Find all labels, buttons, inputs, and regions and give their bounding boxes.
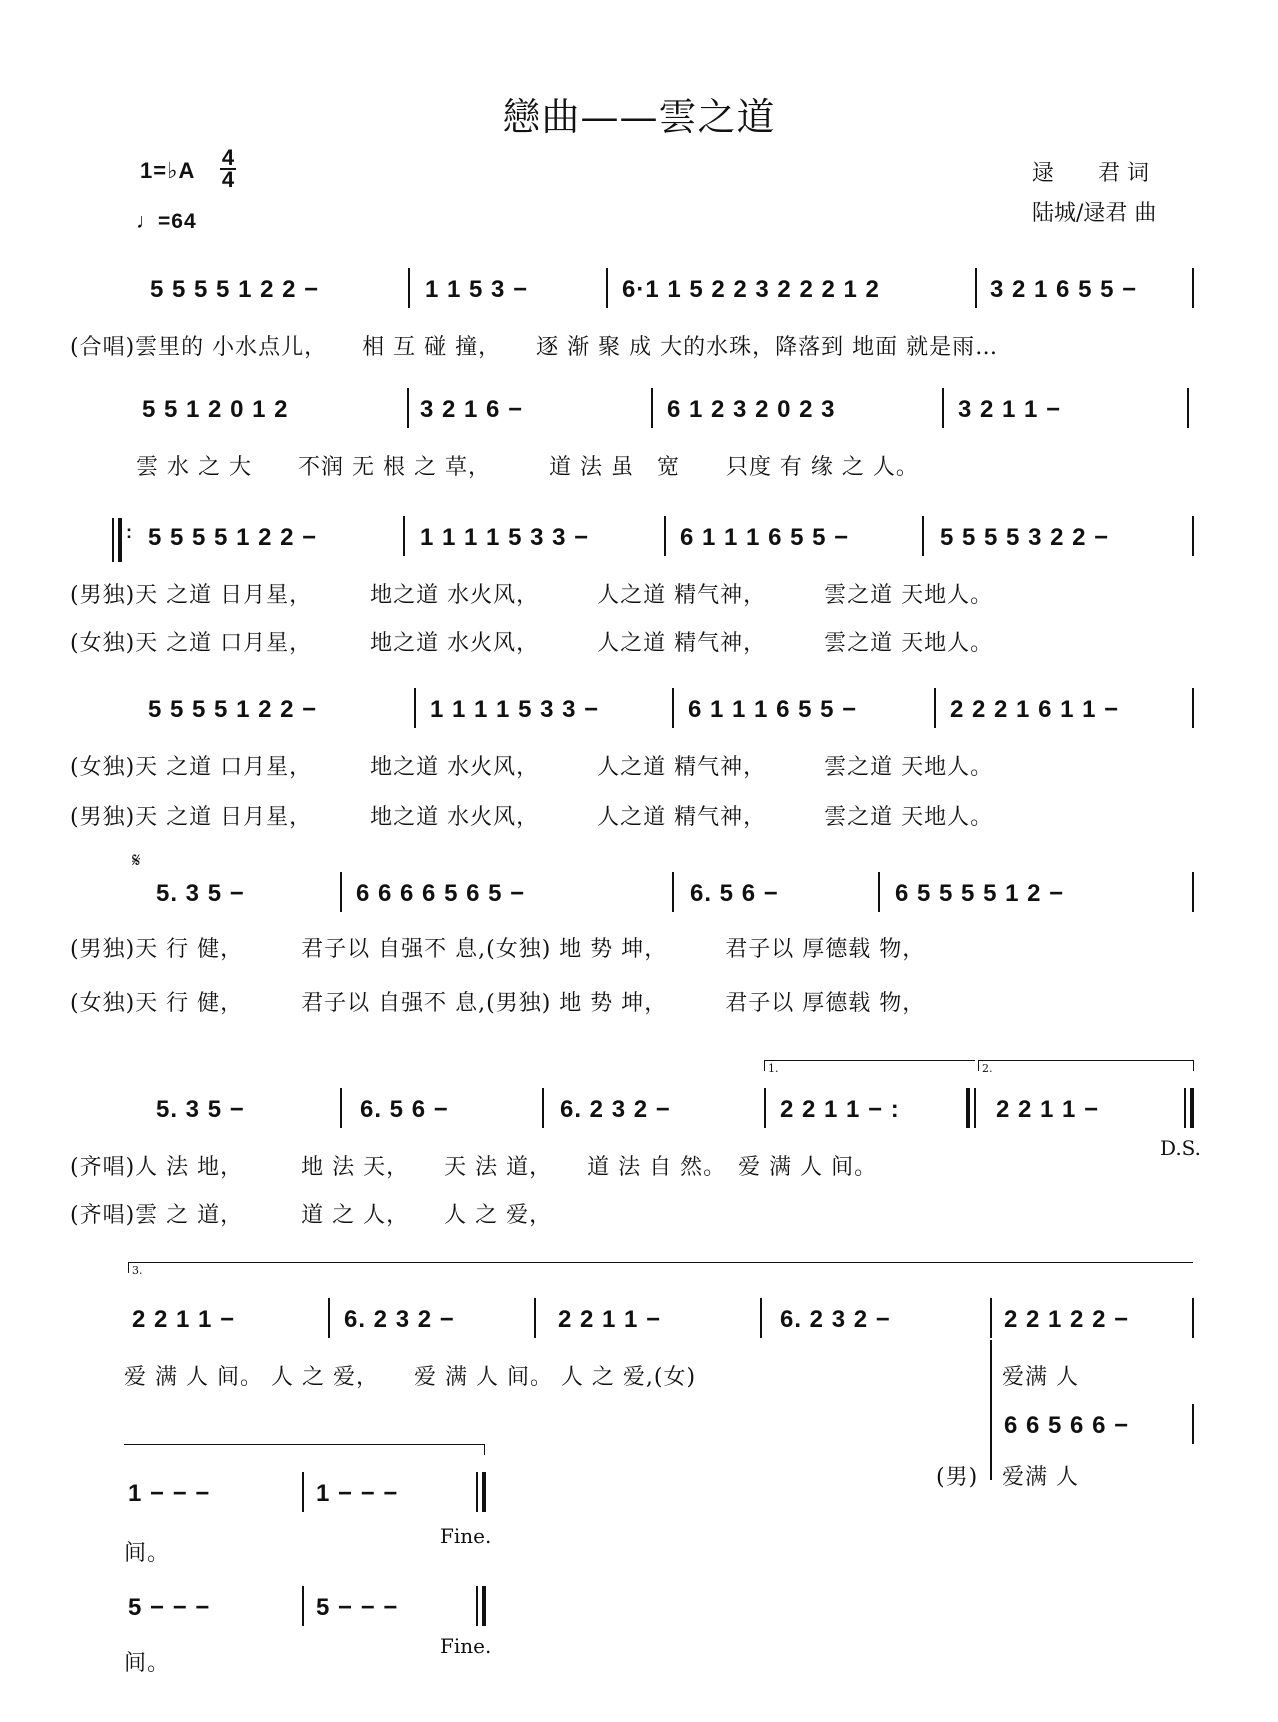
- row4-bar3: 6 1 1 1 6 5 5 −: [688, 696, 858, 723]
- barline: [942, 388, 944, 428]
- barline: [764, 1088, 766, 1128]
- row6-lyric-2: (齐唱)雲 之 道， 道 之 人， 人 之 爱，: [70, 1203, 553, 1228]
- row5-bar4: 6 5 5 5 5 1 2 −: [895, 880, 1065, 907]
- barline: [302, 1472, 304, 1512]
- row3-lyric-male: (男独)天 之道 日月星， 地之道 水火风， 人之道 精气神， 雲之道 天地人。: [70, 583, 994, 608]
- barline: [403, 516, 405, 556]
- repeat-start-bar: [112, 518, 114, 562]
- row1-bar2: 1 1 5 3 −: [425, 276, 529, 303]
- row2-lyric: 雲 水 之 大 不润 无 根 之 草， 道 法 虽 宽 只度 有 缘 之 人。: [136, 455, 919, 480]
- row3-lyric-female: (女独)天 之道 口月星， 地之道 水火风， 人之道 精气神， 雲之道 天地人。: [70, 631, 994, 656]
- barline: [606, 268, 608, 308]
- row6-bar3: 6. 2 3 2 −: [560, 1096, 671, 1123]
- row9-bar1: 1 − − −: [128, 1480, 211, 1507]
- row4-lyric-male: (男独)天 之道 日月星， 地之道 水火风， 人之道 精气神， 雲之道 天地人。: [70, 805, 994, 830]
- row9-bar2: 1 − − −: [316, 1480, 399, 1507]
- barline: [672, 872, 674, 912]
- barline: [302, 1586, 304, 1626]
- final-bar-thin: [476, 1472, 478, 1512]
- row3-bar3: 6 1 1 1 6 5 5 −: [680, 524, 850, 551]
- barline: [651, 388, 653, 428]
- row1-lyric: (合唱)雲里的 小水点儿， 相 互 碰 撞， 逐 渐 聚 成 大的水珠，降落到 地面 就是雨…: [70, 335, 999, 360]
- row5-bar2: 6 6 6 6 5 6 5 −: [356, 880, 526, 907]
- system-bracket: [990, 1298, 992, 1338]
- row7-bar4: 6. 2 3 2 −: [780, 1306, 891, 1333]
- barline: [1192, 1404, 1194, 1444]
- barline: [975, 268, 977, 308]
- row5-bar1: 5. 3 5 −: [156, 880, 245, 907]
- row4-lyric-female: (女独)天 之道 口月星， 地之道 水火风， 人之道 精气神， 雲之道 天地人。: [70, 755, 994, 780]
- row5-lyric-female: (女独)天 行 健， 君子以 自强不 息,(男独) 地 势 坤， 君子以 厚德载 物，: [70, 991, 926, 1016]
- time-top: 4: [221, 145, 235, 170]
- row5-lyric-male: (男独)天 行 健， 君子以 自强不 息,(女独) 地 势 坤， 君子以 厚德载 物，: [70, 937, 926, 962]
- fine-mark-b: Fine.: [440, 1634, 492, 1658]
- row5-bar3: 6. 5 6 −: [690, 880, 779, 907]
- barline: [328, 1298, 330, 1338]
- segno-sign: 𝄋: [132, 848, 141, 872]
- repeat-dots: :: [126, 522, 133, 542]
- row10-bar2: 5 − − −: [316, 1594, 399, 1621]
- volta-2-number: 2.: [982, 1062, 993, 1075]
- male-label: (男): [936, 1465, 979, 1490]
- final-bar-thin: [476, 1586, 478, 1626]
- page-title: 戀曲——雲之道: [502, 95, 776, 139]
- time-bottom: 4: [221, 167, 235, 192]
- row10-lyric: 间。: [124, 1651, 171, 1676]
- row2-bar2: 3 2 1 6 −: [420, 396, 524, 423]
- row2-bar3: 6 1 2 3 2 0 2 3: [667, 396, 836, 423]
- system-bracket-lower: [990, 1340, 992, 1480]
- row7-lyric-female-end: 爱满 人: [1002, 1365, 1079, 1390]
- row7-bar1: 2 2 1 1 −: [132, 1306, 236, 1333]
- barline: [922, 516, 924, 556]
- row6-bar4: 2 2 1 1 − :: [780, 1096, 900, 1123]
- row7-bar3: 2 2 1 1 −: [558, 1306, 662, 1333]
- row1-bar1: 5 5 5 5 1 2 2 −: [150, 276, 320, 303]
- row6-bar2: 6. 5 6 −: [360, 1096, 449, 1123]
- row8-male-bar: 6 6 5 6 6 −: [1004, 1412, 1130, 1439]
- repeat-start-thick: [118, 518, 122, 562]
- tempo-mark: ♩=64: [136, 210, 197, 233]
- barline: [672, 688, 674, 728]
- barline: [974, 1088, 976, 1128]
- volta-3-number: 3.: [132, 1264, 143, 1277]
- row3-bar1: 5 5 5 5 1 2 2 −: [148, 524, 318, 551]
- volta-1-number: 1.: [768, 1062, 779, 1075]
- row3-bar4: 5 5 5 5 3 2 2 −: [940, 524, 1110, 551]
- row4-bar1: 5 5 5 5 1 2 2 −: [148, 696, 318, 723]
- barline: [878, 872, 880, 912]
- row10-bar1: 5 − − −: [128, 1594, 211, 1621]
- barline: [760, 1298, 762, 1338]
- row7-lyric: 爱 满 人 间。 人 之 爱， 爱 满 人 间。 人 之 爱,(女): [124, 1365, 697, 1390]
- barline: [542, 1088, 544, 1128]
- ds-mark: D.S.: [1160, 1136, 1202, 1160]
- final-bar-thick: [482, 1586, 486, 1626]
- barline: [407, 388, 409, 428]
- barline: [1187, 388, 1189, 428]
- final-bar-thin: [1184, 1088, 1186, 1128]
- row6-bar1: 5. 3 5 −: [156, 1096, 245, 1123]
- volta-3-bracket: [128, 1262, 1193, 1273]
- row4-bar2: 1 1 1 1 5 3 3 −: [430, 696, 600, 723]
- composer: 陆城/逯君 曲: [1032, 201, 1157, 226]
- barline: [934, 688, 936, 728]
- time-signature: [220, 145, 236, 192]
- barline: [340, 872, 342, 912]
- barline: [340, 1088, 342, 1128]
- barline: [414, 688, 416, 728]
- barline: [1192, 688, 1194, 728]
- volta-1-bracket: [764, 1060, 975, 1071]
- row7-bar2: 6. 2 3 2 −: [344, 1306, 455, 1333]
- row6-bar5: 2 2 1 1 −: [996, 1096, 1100, 1123]
- key-label: 1=♭A: [140, 158, 196, 183]
- fine-mark-a: Fine.: [440, 1524, 492, 1548]
- barline: [1192, 268, 1194, 308]
- row3-bar2: 1 1 1 1 5 3 3 −: [420, 524, 590, 551]
- row7-bar5-female: 2 2 1 2 2 −: [1004, 1306, 1130, 1333]
- row1-bar3: 6·1 1 5 2 2 3 2 2 2 1 2: [622, 276, 880, 303]
- barline: [534, 1298, 536, 1338]
- barline: [1192, 1298, 1194, 1338]
- row8-lyric: 爱满 人: [1002, 1465, 1079, 1490]
- row2-bar4: 3 2 1 1 −: [958, 396, 1062, 423]
- barline: [1192, 872, 1194, 912]
- row4-bar4: 2 2 2 1 6 1 1 −: [950, 696, 1120, 723]
- row1-bar4: 3 2 1 6 5 5 −: [990, 276, 1138, 303]
- repeat-end-bar: [966, 1088, 970, 1128]
- row6-lyric-1: (齐唱)人 法 地， 地 法 天， 天 法 道， 道 法 自 然。 爱 满 人 间。: [70, 1155, 878, 1180]
- row2-bar1: 5 5 1 2 0 1 2: [142, 396, 289, 423]
- final-bar-thick: [1190, 1088, 1194, 1128]
- barline: [664, 516, 666, 556]
- key-signature: [140, 158, 195, 184]
- row9-lyric: 间。: [124, 1541, 171, 1566]
- lyricist: 逯 君 词: [1032, 161, 1149, 186]
- barline: [408, 268, 410, 308]
- barline: [1192, 516, 1194, 556]
- final-bar-thick: [482, 1472, 486, 1512]
- ending-bracket: [124, 1444, 485, 1455]
- volta-2-bracket: [978, 1060, 1194, 1071]
